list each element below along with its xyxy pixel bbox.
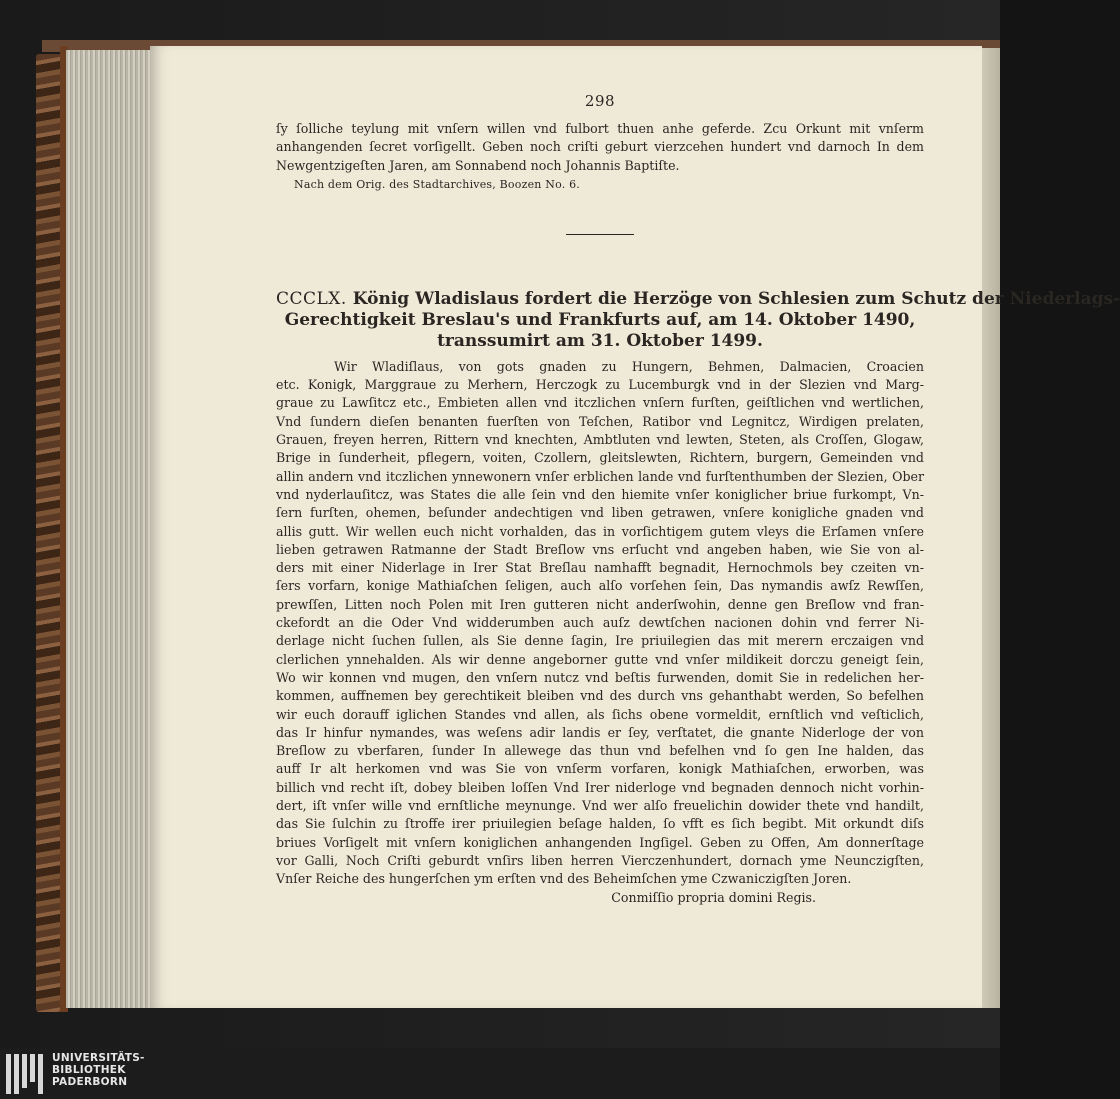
heading-line-2: Gerechtigkeit Breslau's und Frankfurts auf, am 14. Oktober 1490, [284, 309, 916, 330]
source-note: Nach dem Orig. des Stadtarchives, Boozen No. 6. [294, 177, 581, 191]
body-line: graue zu Lawſitcz etc., Embieten allen vnd itczlichen vnſern furſten, geiſtlichen vnd wertlichen, [276, 395, 924, 411]
body-line: auff Ir alt herkomen vnd was Sie von vnſerm vorfaren, konigk Mathiaſchen, erworben, was [276, 761, 924, 777]
body-line: ſers vorfarn, konige Mathiaſchen ſeligen, auch alſo vorſehen ſein, Das nymandis awſz Rewſſen, [276, 578, 924, 594]
body-line: kommen, auffnemen bey gerechtikeit bleiben vnd des durch vns gehanthabt werden, So befelhen [276, 688, 924, 704]
body-line: Brige in ſunderheit, pflegern, voiten, Czollern, gleitslewten, Richtern, burgern, Gemeinden vnd [276, 450, 924, 466]
intro-line: anhangenden ſecret vorſigellt. Geben noch criſti geburt vierzcehen hundert vnd darnoch In dem [276, 139, 924, 155]
body-line: dert, iſt vnſer wille vnd ernſtliche meynunge. Vnd wer alſo freuelichin dowider thete vnd handilt, [276, 798, 924, 814]
library-logo-icon [6, 1054, 48, 1094]
document-heading [276, 288, 1120, 352]
body-line: ckefordt an die Oder Vnd widderumben auch auſz dewtſchen nacionen dohin vnd ferrer Ni- [276, 615, 924, 631]
body-line: Vnd ſundern dieſen benanten fuerſten von Teſchen, Ratibor vnd Legnitcz, Wirdigen prelaten, [276, 413, 924, 429]
intro-line: ſy ſolliche teylung mit vnſern willen vnd fulbort thuen anhe geferde. Zcu Orkunt mit vnſerm [276, 121, 924, 136]
book-binding [36, 54, 62, 1012]
page-stack [66, 50, 156, 1008]
body-line: allin andern vnd itczlichen ynnewonern vnſer erblichen lande vnd furſtenthumben der Slezien, Ober [276, 468, 924, 484]
intro-paragraph [276, 120, 924, 175]
intro-line: Newgentzigeſten Jaren, am Sonnabend noch Johannis Baptiſte. [276, 157, 680, 173]
library-name-line-3: PADERBORN [52, 1076, 128, 1088]
body-line: derlage nicht ſuchen ſullen, als Sie denne ſagin, Ire priuilegien das mit merern erczaigen vnd [276, 633, 924, 649]
body-line: vor Galli, Noch Criſti geburdt vnſirs liben herren Vierczenhundert, dornach yme Neunczigſten, [276, 852, 924, 868]
heading-line-3: transsumirt am 31. Oktober 1499. [437, 330, 763, 351]
heading-title-1: König Wladislaus fordert die Herzöge von Schlesien zum Schutz der Niederlags- [352, 288, 1120, 309]
body-line: billich vnd recht iſt, dobey bleiben loſſen Vnd Irer niderloge vnd begnaden dennoch nicht vorhin- [276, 779, 924, 795]
body-line: das Ir hinfur nymandes, was weſens adir landis er ſey, verſtatet, die gnante Niderloge der von [276, 724, 924, 740]
page-number: 298 [584, 92, 616, 110]
body-line: allis gutt. Wir wellen euch nicht vorhalden, das in vorſichtigem gutem vleys die Erſamen vnſere [276, 523, 924, 539]
body-line: ſern furſten, ohemen, beſunder andechtigen vnd liben getrawen, vnſere konigliche gnaden vnd [276, 505, 924, 521]
body-line: etc. Konigk, Marggraue zu Merhern, Herczogk zu Lucemburgk vnd in der Slezien vnd Marg- [276, 377, 924, 393]
body-line: vnd nyderlauſitcz, was States die alle ſein vnd den hiemite vnſer koniglicher briue furkompt, Vn- [276, 486, 924, 502]
library-name [52, 1052, 145, 1088]
document-number: CCCLX. [276, 288, 347, 309]
body-line: Vnſer Reiche des hungerſchen ym erſten vnd des Beheimſchen yme Czwaniczigſten Joren. [276, 871, 852, 887]
body-line: Grauen, freyen herren, Rittern vnd knechten, Ambtluten vnd lewten, Steten, als Croſſen, Glogaw, [276, 432, 924, 448]
page-content [276, 92, 1120, 907]
body-line: lieben getrawen Ratmanne der Stadt Breſlow vns erſucht vnd angeben haben, wie Sie von al- [276, 541, 924, 557]
body-line: Wir Wladiſlaus, von gots gnaden zu Hungern, Behmen, Dalmacien, Croacien [334, 358, 924, 374]
library-name-line-2: BIBLIOTHEK [52, 1064, 126, 1076]
body-line: wir euch dorauff iglichen Standes vnd allen, als ſichs obene vormeldit, ernſtlich vnd veſticlich, [276, 706, 924, 722]
body-line: briues Vorſigelt mit vnſern koniglichen anhangenden Ingſigel. Geben zu Offen, Am donnerſtage [276, 834, 924, 850]
body-line: prewſſen, Litten noch Polen mit Iren gutteren nicht anderſwohin, denne gen Breſlow vnd fran- [276, 596, 924, 612]
library-name-line-1: UNIVERSITÄTS- [52, 1052, 145, 1064]
document-body [276, 358, 924, 889]
section-divider [566, 234, 634, 235]
body-line: Wo wir konnen vnd mugen, den vnſern nutcz vnd beſtis furwenden, domit Sie in redelichen her- [276, 669, 924, 685]
library-footer [0, 1048, 1000, 1099]
body-line: das Sie ſulchin zu ſtroffe irer priuilegien beſage halden, ſo vfft es ſich begibt. Mit orkundt diſs [276, 816, 924, 832]
body-line: Breſlow zu vberfaren, ſunder In allewege das thun vnd befelhen vnd ſo gen Ine halden, das [276, 743, 924, 759]
heading-line-1 [276, 288, 1120, 310]
body-line: clerlichen ynnehalden. Als wir denne angeborner gutte vnd vnſer mildikeit dorczu geneigt ſein, [276, 651, 924, 667]
closing-formula: Conmiſſio propria domini Regis. [611, 889, 816, 905]
body-line: ders mit einer Niderlage in Irer Stat Breſlau namhafft begnadit, Hernochmols bey czeiten vn- [276, 560, 924, 576]
